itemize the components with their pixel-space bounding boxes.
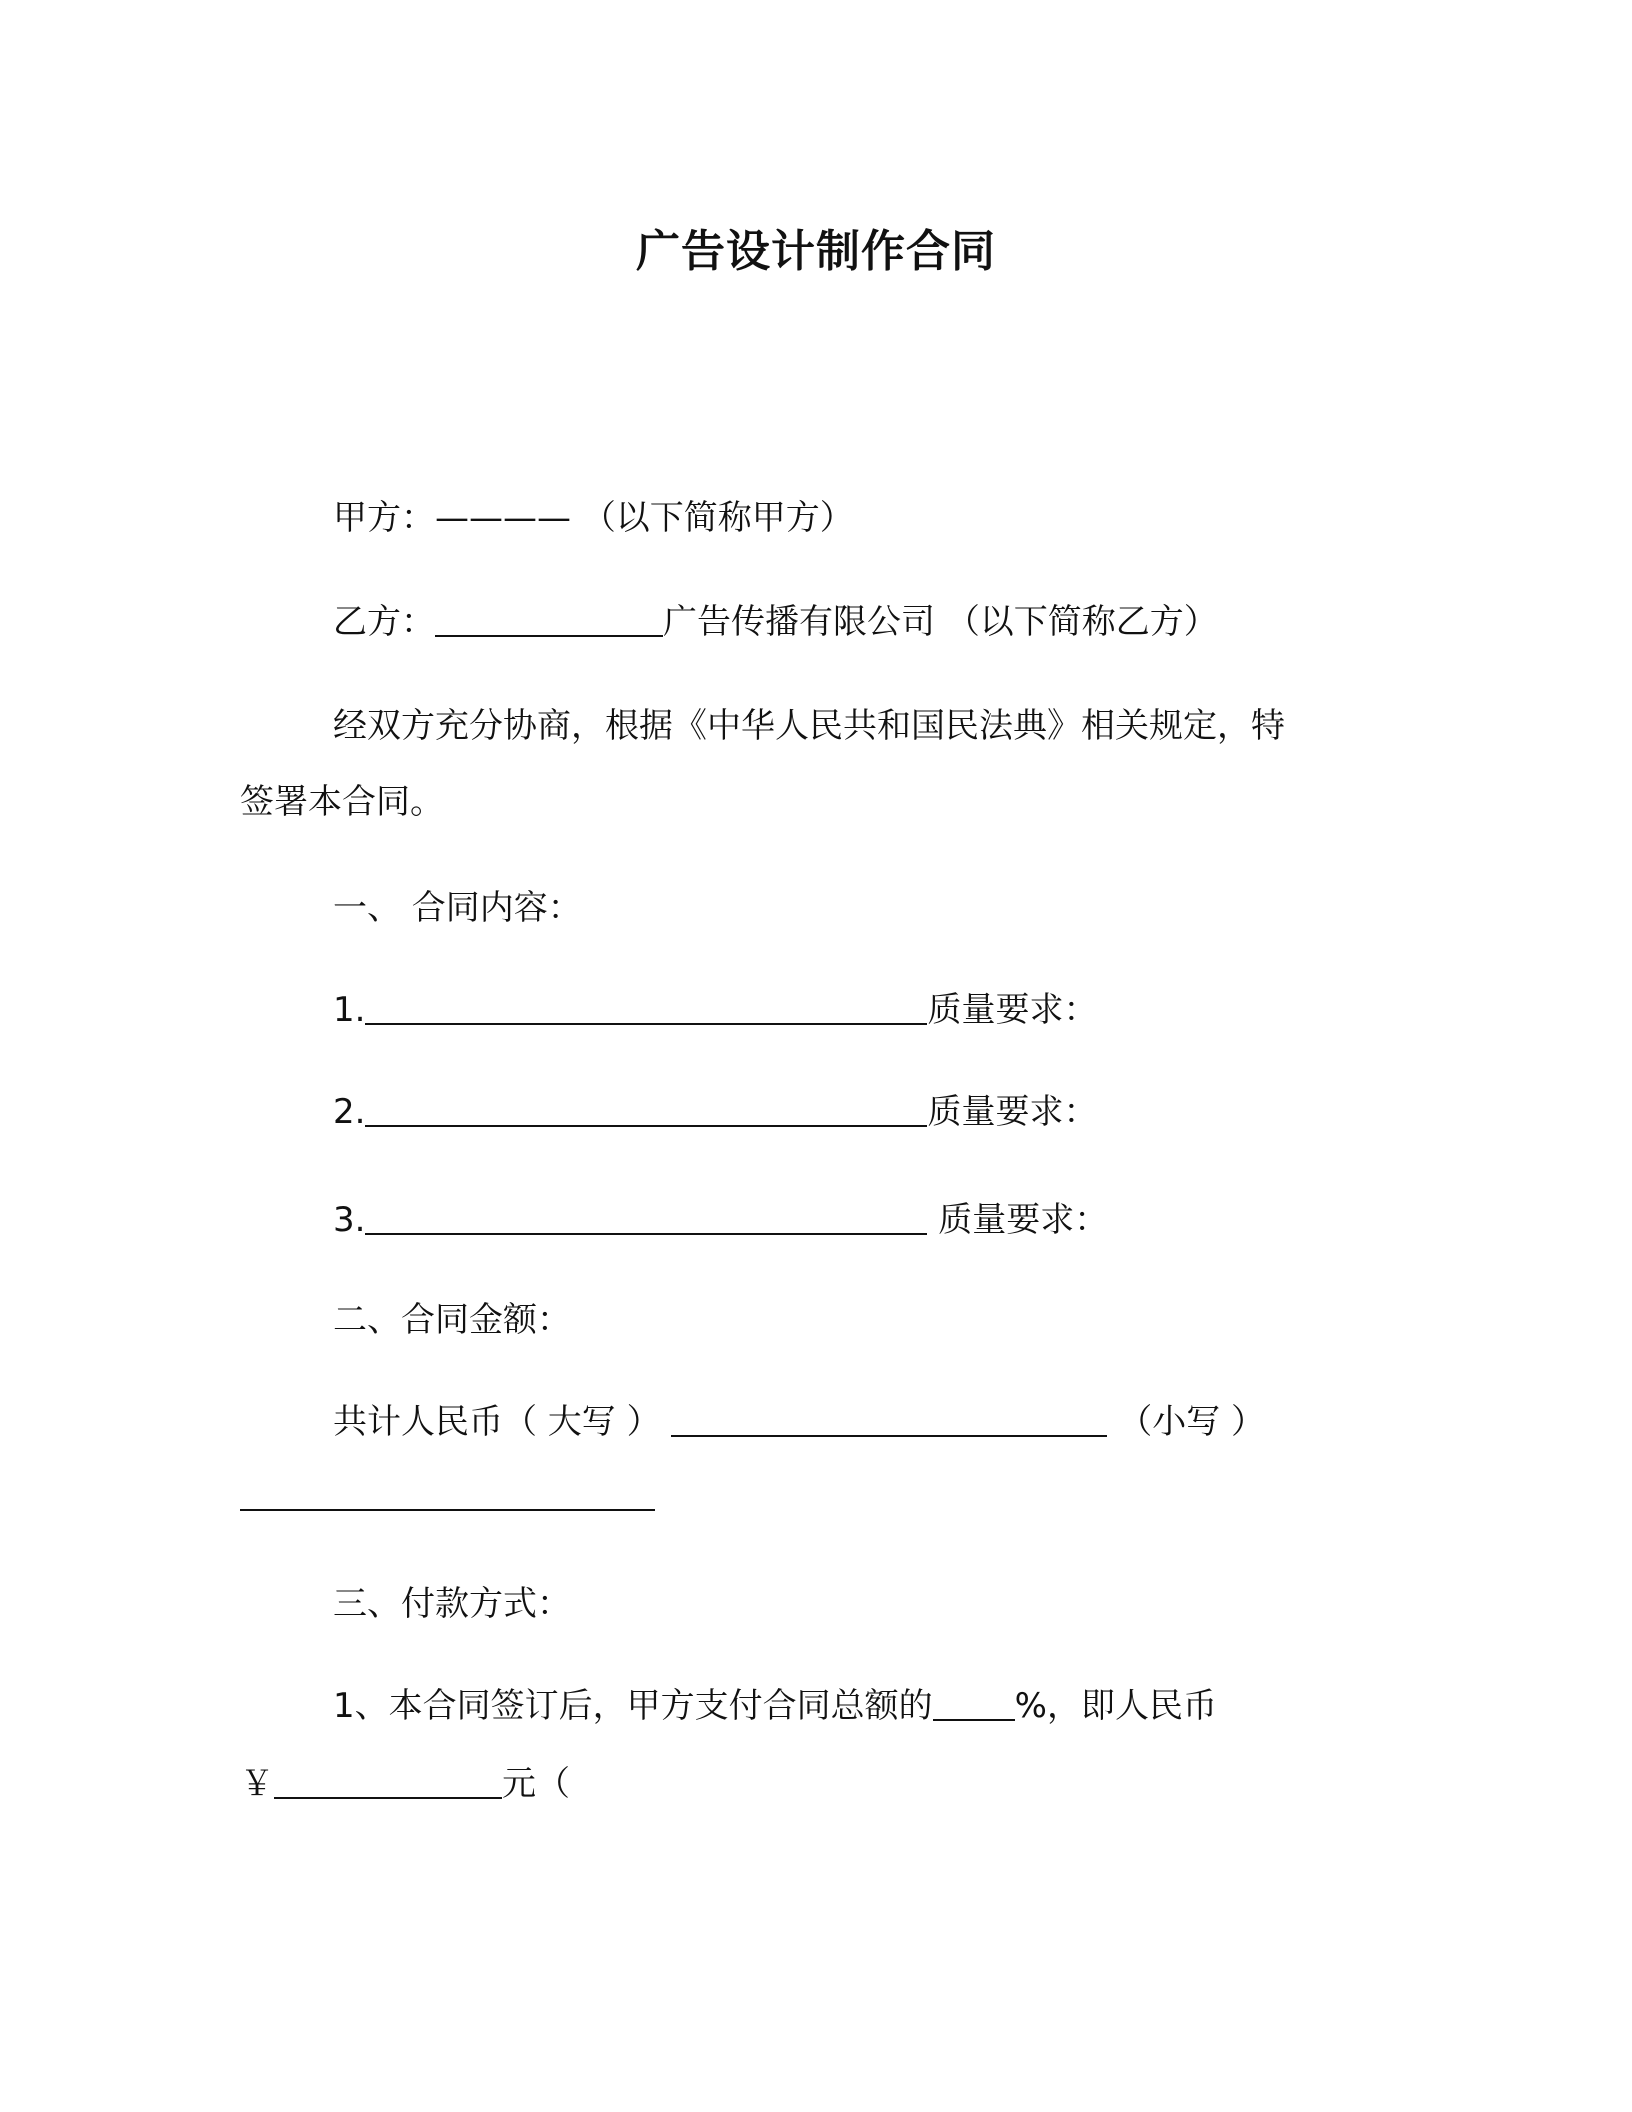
party-b-name-blank[interactable] xyxy=(435,601,663,637)
amount-capital-blank[interactable] xyxy=(671,1401,1107,1437)
content-item-1-number: 1. xyxy=(333,990,366,1030)
payment-clause-1-suffix: %，即人民币 xyxy=(1014,1686,1217,1726)
party-a-line xyxy=(333,494,854,542)
payment-amount-blank[interactable] xyxy=(274,1763,502,1799)
preamble-line-1: 经双方充分协商，根据《中华人民共和国民法典》相关规定，特 xyxy=(333,706,1285,746)
preamble-line-2: 签署本合同。 xyxy=(240,782,444,822)
payment-clause-1-prefix: 1、本合同签订后，甲方支付合同总额的 xyxy=(333,1686,933,1726)
payment-clause-1-line-1 xyxy=(333,1682,1217,1730)
content-item-1-blank[interactable] xyxy=(365,989,927,1025)
payment-clause-1-line-2-suffix: 元（ xyxy=(502,1764,570,1804)
amount-small-blank[interactable] xyxy=(240,1475,655,1511)
party-a-label: 甲方： xyxy=(333,498,435,538)
amount-small-line xyxy=(240,1472,655,1520)
party-b-line xyxy=(333,598,1218,646)
content-item-2-number: 2. xyxy=(333,1092,366,1132)
document-title: 广告设计制作合同 xyxy=(636,226,996,277)
section-2-heading: 二、合同金额： xyxy=(333,1300,571,1340)
content-item-3 xyxy=(333,1196,1108,1244)
party-b-company: 广告传播有限公司 xyxy=(663,602,935,642)
amount-small-label: （小写 ） xyxy=(1118,1402,1266,1442)
section-3-heading: 三、付款方式： xyxy=(333,1584,571,1624)
content-item-3-blank[interactable] xyxy=(365,1199,927,1235)
content-item-1 xyxy=(333,986,1097,1034)
payment-percent-blank[interactable] xyxy=(933,1685,1015,1721)
content-item-2-blank[interactable] xyxy=(365,1091,927,1127)
party-b-note: （以下简称乙方） xyxy=(945,602,1218,642)
content-item-3-suffix: 质量要求： xyxy=(927,1200,1109,1240)
party-a-note: （以下简称甲方） xyxy=(581,498,854,538)
party-a-dash: ———— xyxy=(435,498,571,538)
currency-symbol: ￥ xyxy=(240,1764,274,1804)
amount-capital-label: 共计人民币（ 大写 ） xyxy=(333,1402,661,1442)
amount-line xyxy=(333,1398,1265,1446)
party-b-label: 乙方： xyxy=(333,602,435,642)
content-item-1-suffix: 质量要求： xyxy=(927,990,1098,1030)
content-item-2 xyxy=(333,1088,1097,1136)
payment-clause-1-line-2 xyxy=(240,1760,570,1808)
section-1-heading: 一、 合同内容： xyxy=(333,888,582,928)
content-item-2-suffix: 质量要求： xyxy=(927,1092,1098,1132)
content-item-3-number: 3. xyxy=(333,1200,366,1240)
